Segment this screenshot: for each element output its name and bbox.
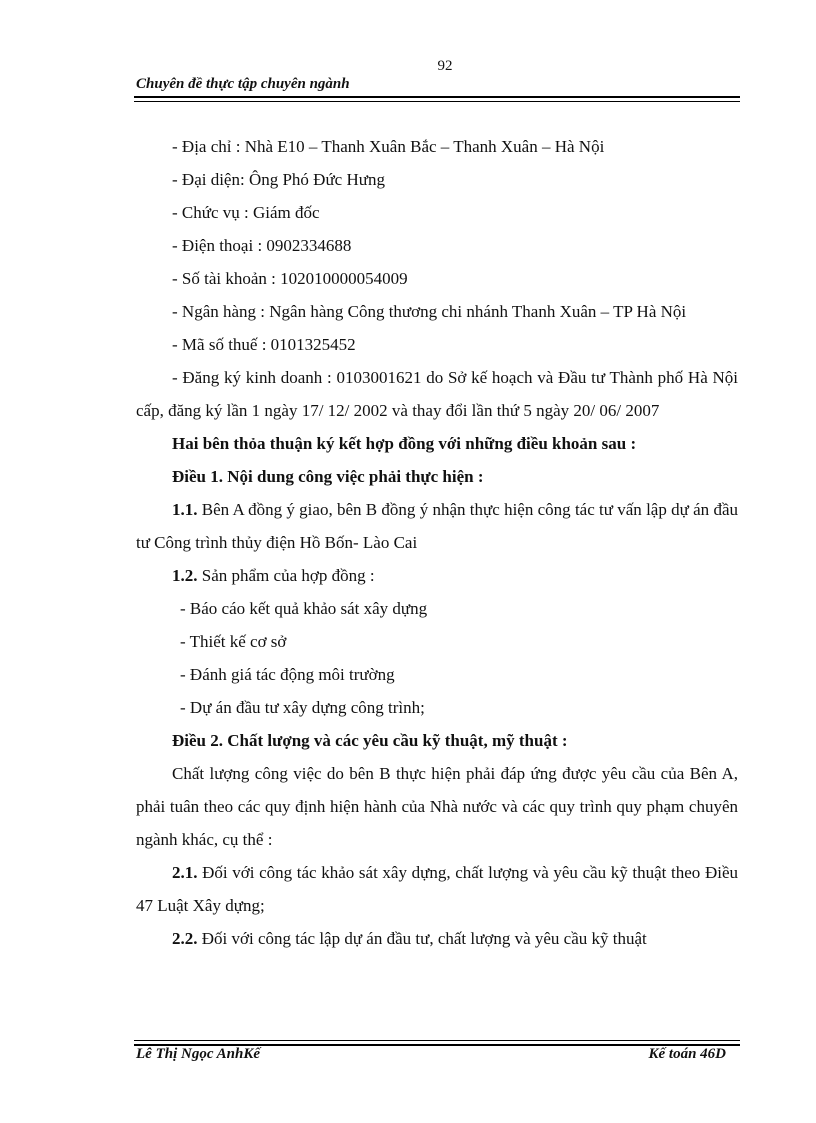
- article-2-heading: Điều 2. Chất lượng và các yêu cầu kỹ thuật, mỹ thuật :: [172, 731, 568, 750]
- agreement-heading: Hai bên thỏa thuận ký kết hợp đồng với những điều khoản sau :: [172, 434, 637, 453]
- position-line: - Chức vụ : Giám đốc: [172, 203, 320, 222]
- business-registration-paragraph: - Đăng ký kinh doanh : 0103001621 do Sở kế hoạch và Đầu tư Thành phố Hà Nội cấp, đăng ký lần 1 ngày 17/ 12/ 2002 và thay đổi lần thứ 5 ngày 20/ 06/ 2007: [136, 368, 738, 420]
- representative-line: - Đại diện: Ông Phó Đức Hưng: [172, 170, 385, 189]
- product-item: - Đánh giá tác động môi trường: [180, 665, 395, 684]
- account-line: - Số tài khoản : 102010000054009: [172, 269, 408, 288]
- clause-2-2: [136, 922, 738, 955]
- clause-number: 1.2.: [172, 566, 198, 585]
- clause-text: Đối với công tác khảo sát xây dựng, chất lượng và yêu cầu kỹ thuật theo Điều 47 Luật Xây dựng;: [136, 863, 738, 915]
- product-item: - Dự án đầu tư xây dựng công trình;: [180, 698, 425, 717]
- clause-number: 1.1.: [172, 500, 198, 519]
- phone-line: - Điện thoại : 0902334688: [172, 236, 352, 255]
- header-rule: [134, 96, 740, 102]
- document-body: [136, 130, 738, 955]
- footer-author: Lê Thị Ngọc AnhKế: [136, 1046, 261, 1062]
- tax-code-line: - Mã số thuế : 0101325452: [172, 335, 356, 354]
- product-item: - Thiết kế cơ sở: [180, 632, 287, 651]
- clause-text: Sản phẩm của hợp đồng :: [197, 566, 375, 585]
- header-title: Chuyên đề thực tập chuyên ngành: [136, 76, 350, 92]
- clause-text: Bên A đồng ý giao, bên B đồng ý nhận thực hiện công tác tư vấn lập dự án đầu tư Công trình thủy điện Hồ Bốn- Lào Cai: [136, 500, 738, 552]
- clause-number: 2.2.: [172, 929, 198, 948]
- clause-1-2: [136, 559, 738, 592]
- page-number: 92: [437, 58, 453, 74]
- address-line: - Địa chỉ : Nhà E10 – Thanh Xuân Bắc – Thanh Xuân – Hà Nội: [172, 137, 605, 156]
- clause-2-1: [136, 856, 738, 922]
- article-1-heading: Điều 1. Nội dung công việc phải thực hiện :: [172, 467, 484, 486]
- product-item: - Báo cáo kết quả khảo sát xây dựng: [180, 599, 428, 618]
- footer-class: Kế toán 46D: [648, 1046, 726, 1062]
- clause-1-1: [136, 493, 738, 559]
- article-2-intro: Chất lượng công việc do bên B thực hiện phải đáp ứng được yêu cầu của Bên A, phải tuân theo các quy định hiện hành của Nhà nước và các quy trình quy phạm chuyên ngành khác, cụ thể :: [136, 764, 738, 849]
- bank-line: - Ngân hàng : Ngân hàng Công thương chi nhánh Thanh Xuân – TP Hà Nội: [172, 302, 687, 321]
- clause-text: Đối với công tác lập dự án đầu tư, chất lượng và yêu cầu kỹ thuật: [197, 929, 647, 948]
- clause-number: 2.1.: [172, 863, 198, 882]
